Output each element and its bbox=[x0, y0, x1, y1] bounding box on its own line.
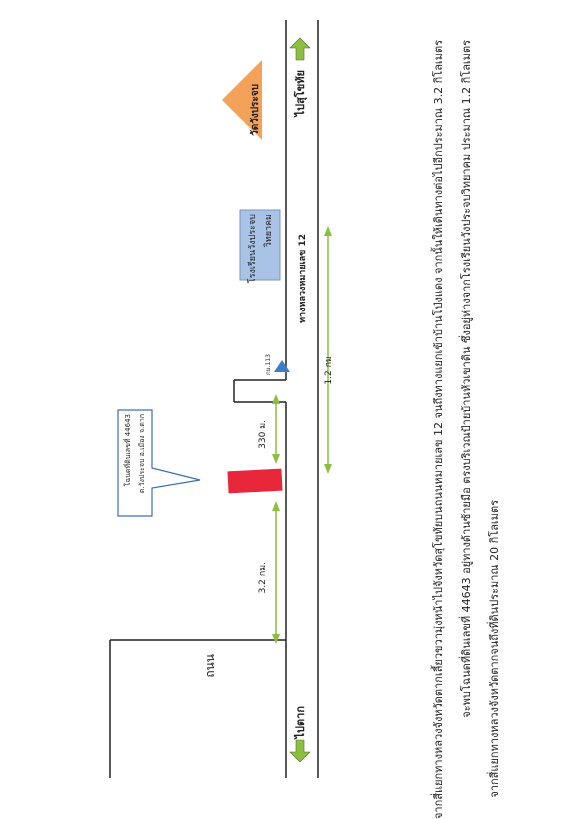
description-line1: จากสี่แยกทางหลวงจังหวัดตากเลี้ยวขวามุ่งหน้าไปจังหวัดสุโขทัยบนถนนหมายเลข 12 จนถึงทางแยกเข้าบ้านโป่งแดง จากนั้นให้เดินทางต่อไปอีกประมาณ 3.2 กิโลเมตร bbox=[432, 40, 445, 819]
school-label-line2: วิทยาคม bbox=[264, 214, 274, 248]
parcel-callout-line2: ต.วังประจบ อ.เมือง จ.ตาก bbox=[138, 414, 146, 494]
to-tak-label: ไปตาก bbox=[294, 706, 307, 739]
distance-arrow-right bbox=[272, 394, 280, 464]
km-marker-icon bbox=[274, 360, 290, 372]
description-line2: จะพบโฉนดที่ดินเลขที่ 44643 อยู่ทางด้านซ้ายมือ ตรงบริเวณป้ายบ้านหัวเขาดิน ซึ่งอยู่ห่างจากโรงเรียนวังประจบวิทยาคม ประมาณ 1.2 กิโลเมตร bbox=[460, 40, 473, 718]
km-marker-label: กม.113 bbox=[265, 354, 272, 375]
main-road-label: ทางหลวงหมายเลข 12 bbox=[298, 234, 308, 323]
arrow-to-sukhothai-icon bbox=[290, 38, 310, 60]
distance-main-label: 1.2 กม bbox=[324, 356, 334, 385]
parcel-callout-line1: โฉนดที่ดินเลขที่ 44643 bbox=[124, 414, 132, 487]
distance-left-label: 3.2 กม. bbox=[258, 562, 268, 594]
distance-right-label: 330 ม. bbox=[258, 420, 268, 449]
to-sukhothai-label: ไปสุโขทัย bbox=[294, 70, 307, 117]
side-road-label: ถนน bbox=[203, 654, 217, 678]
distance-arrow-main bbox=[324, 226, 332, 474]
parcel-shape bbox=[227, 469, 282, 494]
arrow-to-tak-icon bbox=[290, 740, 310, 762]
distance-arrow-left bbox=[272, 501, 280, 644]
school-label-line1: โรงเรียนวังประจบ bbox=[248, 214, 258, 284]
description-line3: จากสี่แยกทางหลวงจังหวัดตากจนถึงที่ดินประมาณ 20 กิโลเมตร bbox=[488, 500, 501, 798]
temple-label: วัดวังประจบ bbox=[250, 84, 261, 136]
